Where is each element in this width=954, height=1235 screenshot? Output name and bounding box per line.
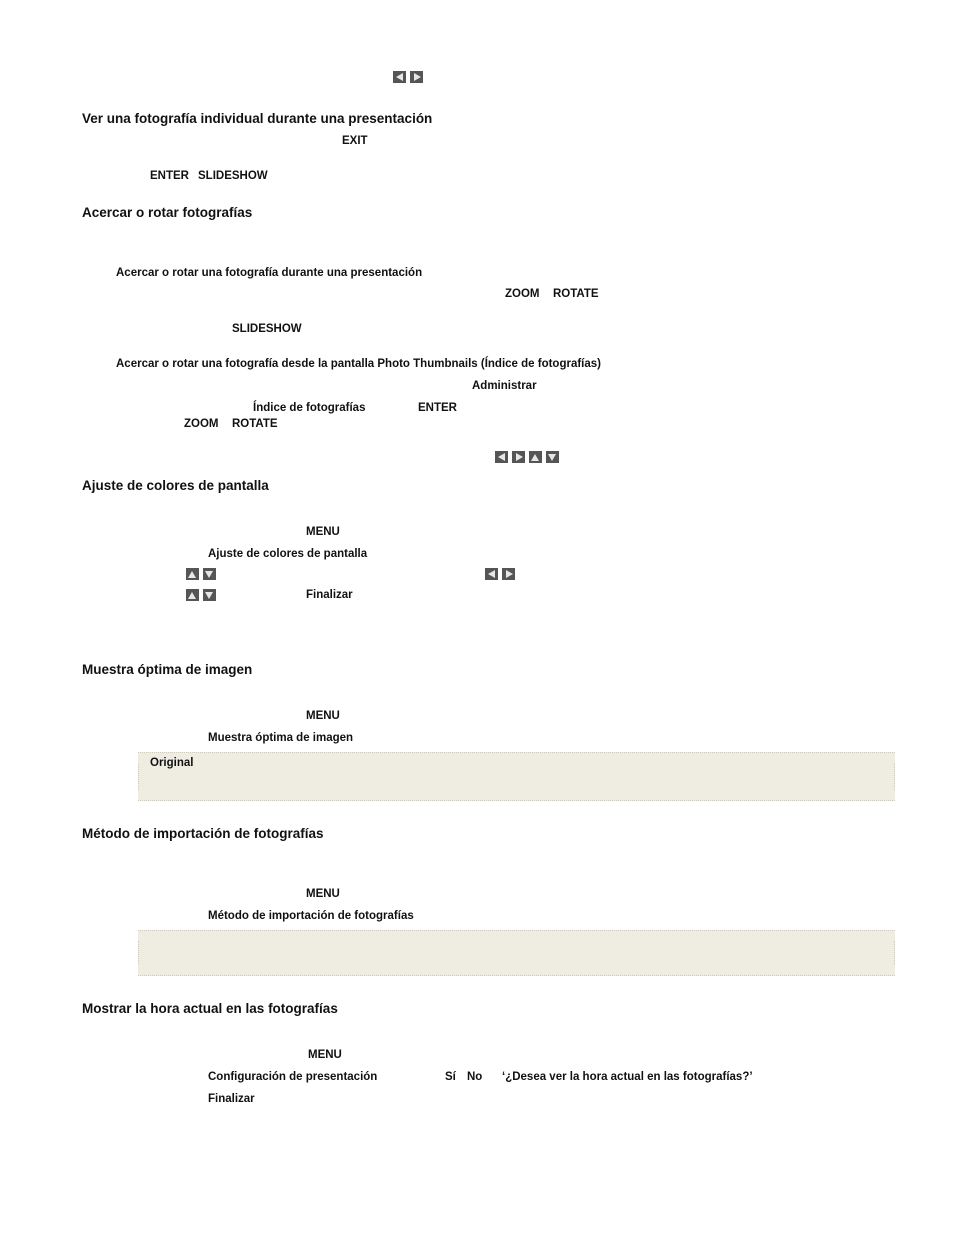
key-exit: EXIT: [342, 135, 368, 147]
subheading-from-thumbnails: Acercar o rotar una fotografía desde la pantalla Photo Thumbnails (Índice de fotografías): [116, 358, 601, 370]
subheading-during-slideshow: Acercar o rotar una fotografía durante una presentación: [116, 267, 423, 279]
key-menu-4: MENU: [308, 1049, 342, 1061]
menu-administrar: Administrar: [472, 380, 537, 392]
heading-single-photo: Ver una fotografía individual durante una presentación: [82, 111, 433, 126]
down-arrow-key-icon: [546, 451, 559, 463]
menu-indice-fotografias: Índice de fotografías: [253, 402, 366, 414]
menu-item-screen-colors: Ajuste de colores de pantalla: [208, 548, 368, 560]
heading-zoom-rotate: Acercar o rotar fotografías: [82, 205, 253, 220]
option-original: Original: [150, 757, 194, 769]
key-enter: ENTER: [150, 170, 189, 182]
key-menu-3: MENU: [306, 888, 340, 900]
heading-optimal-image: Muestra óptima de imagen: [82, 662, 253, 677]
up-arrow-key-icon: [529, 451, 542, 463]
left-arrow-key-icon: [393, 71, 406, 83]
key-rotate-2: ROTATE: [232, 418, 278, 430]
up-arrow-key-icon: [186, 589, 199, 601]
option-table-2: [138, 930, 895, 976]
heading-import-method: Método de importación de fotografías: [82, 826, 324, 841]
key-menu: MENU: [306, 526, 340, 538]
menu-finalizar-2: Finalizar: [208, 1093, 255, 1105]
up-down-keys: [186, 568, 216, 580]
heading-screen-colors: Ajuste de colores de pantalla: [82, 478, 269, 493]
prompt-show-time: ‘¿Desea ver la hora actual en las fotografías?’: [502, 1071, 753, 1083]
left-right-keys: [393, 71, 423, 83]
menu-finalizar: Finalizar: [306, 589, 353, 601]
option-si: Sí: [445, 1071, 456, 1083]
key-zoom: ZOOM: [505, 288, 540, 300]
menu-item-import-method: Método de importación de fotografías: [208, 910, 414, 922]
menu-item-slideshow-config: Configuración de presentación: [208, 1071, 378, 1083]
up-arrow-key-icon: [186, 568, 199, 580]
key-slideshow-2: SLIDESHOW: [232, 323, 302, 335]
right-arrow-key-icon: [410, 71, 423, 83]
key-rotate: ROTATE: [553, 288, 599, 300]
option-no: No: [467, 1071, 483, 1083]
left-right-keys-2: [485, 568, 515, 580]
down-arrow-key-icon: [203, 568, 216, 580]
key-slideshow: SLIDESHOW: [198, 170, 268, 182]
down-arrow-key-icon: [203, 589, 216, 601]
right-arrow-key-icon: [502, 568, 515, 580]
key-menu-2: MENU: [306, 710, 340, 722]
key-enter-2: ENTER: [418, 402, 457, 414]
right-arrow-key-icon: [512, 451, 525, 463]
up-down-keys-2: [186, 589, 216, 601]
menu-item-optimal-image: Muestra óptima de imagen: [208, 732, 354, 744]
left-arrow-key-icon: [495, 451, 508, 463]
key-zoom-2: ZOOM: [184, 418, 219, 430]
option-table: [138, 752, 895, 801]
heading-show-time: Mostrar la hora actual en las fotografías: [82, 1001, 338, 1016]
four-way-keys: [495, 451, 559, 463]
left-arrow-key-icon: [485, 568, 498, 580]
